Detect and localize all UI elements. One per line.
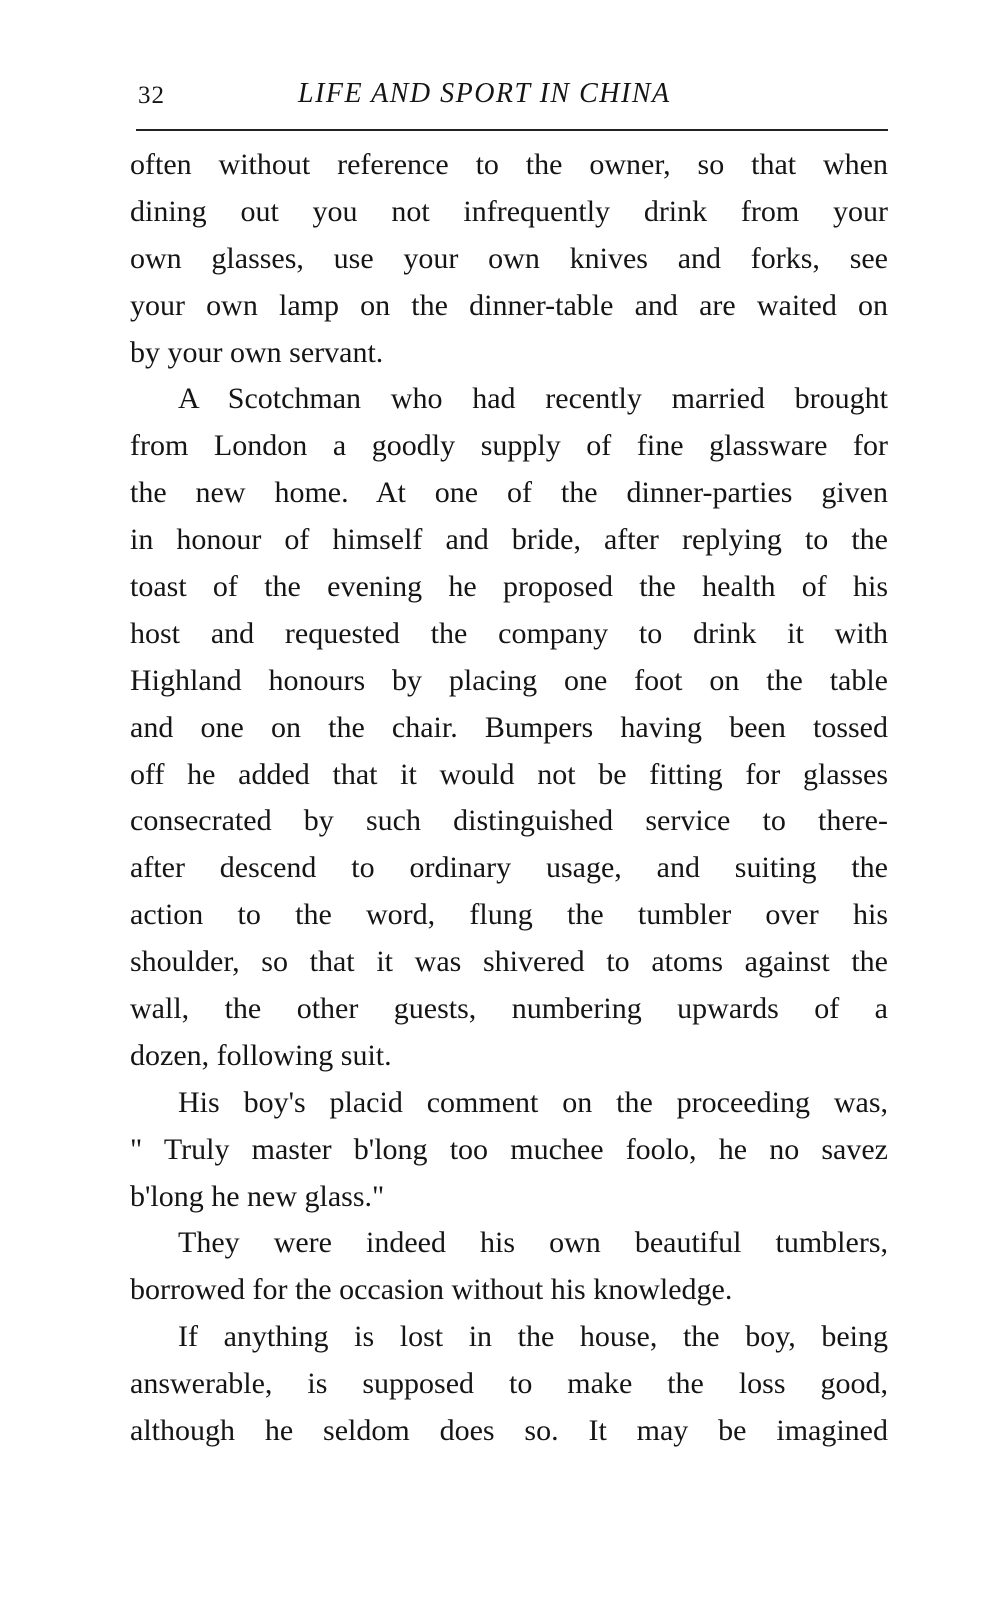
text-line: and one on the chair. Bumpers having been tossed — [130, 710, 888, 744]
running-title: LIFE AND SPORT IN CHINA — [298, 78, 671, 109]
text-line: A Scotchman who had recently married brought — [178, 382, 888, 416]
text-line: by your own servant. — [130, 335, 384, 369]
paragraph-lost — [130, 1314, 888, 1455]
text-line: dining out you not infrequently drink from your — [130, 194, 888, 228]
text-line: b'long he new glass." — [130, 1179, 385, 1213]
text-line: often without reference to the owner, so that when — [130, 148, 888, 181]
text-line: Highland honours by placing one foot on the table — [130, 663, 888, 697]
body-text — [130, 142, 888, 1455]
text-line: borrowed for the occasion without his knowledge. — [130, 1273, 733, 1307]
text-line: the new home. At one of the dinner-parties given — [130, 476, 888, 510]
text-line: consecrated by such distinguished service to there- — [130, 804, 888, 838]
text-line: His boy's placid comment on the proceeding was, — [178, 1085, 888, 1119]
page-number: 32 — [138, 82, 165, 109]
paragraph-scotchman — [130, 376, 888, 1079]
paragraph-tumblers — [130, 1220, 888, 1314]
text-line: toast of the evening he proposed the health of his — [130, 570, 888, 604]
text-line: own glasses, use your own knives and forks, see — [130, 241, 888, 275]
text-line: answerable, is supposed to make the loss good, — [130, 1367, 888, 1401]
header-rule — [136, 129, 888, 131]
text-line: " Truly master b'long too muchee foolo, he no savez — [130, 1132, 888, 1166]
text-line: from London a goodly supply of fine glassware for — [130, 429, 888, 463]
text-line: action to the word, flung the tumbler over his — [130, 898, 888, 932]
text-line: in honour of himself and bride, after replying to the — [130, 523, 888, 557]
text-line: wall, the other guests, numbering upwards of a — [130, 992, 888, 1026]
text-line: host and requested the company to drink it with — [130, 616, 888, 650]
paragraph-comment — [130, 1080, 888, 1221]
paragraph-continued — [130, 142, 888, 376]
text-line: If anything is lost in the house, the boy, being — [178, 1320, 888, 1354]
text-line: although he seldom does so. It may be imagined — [130, 1414, 888, 1448]
text-line: shoulder, so that it was shivered to atoms against the — [130, 945, 888, 979]
text-line: your own lamp on the dinner-table and are waited on — [130, 288, 888, 322]
text-line: dozen, following suit. — [130, 1038, 392, 1072]
text-line: after descend to ordinary usage, and suiting the — [130, 851, 888, 885]
page-header — [138, 78, 888, 122]
text-line: They were indeed his own beautiful tumblers, — [178, 1226, 888, 1260]
text-line: off he added that it would not be fitting for glasses — [130, 757, 888, 791]
